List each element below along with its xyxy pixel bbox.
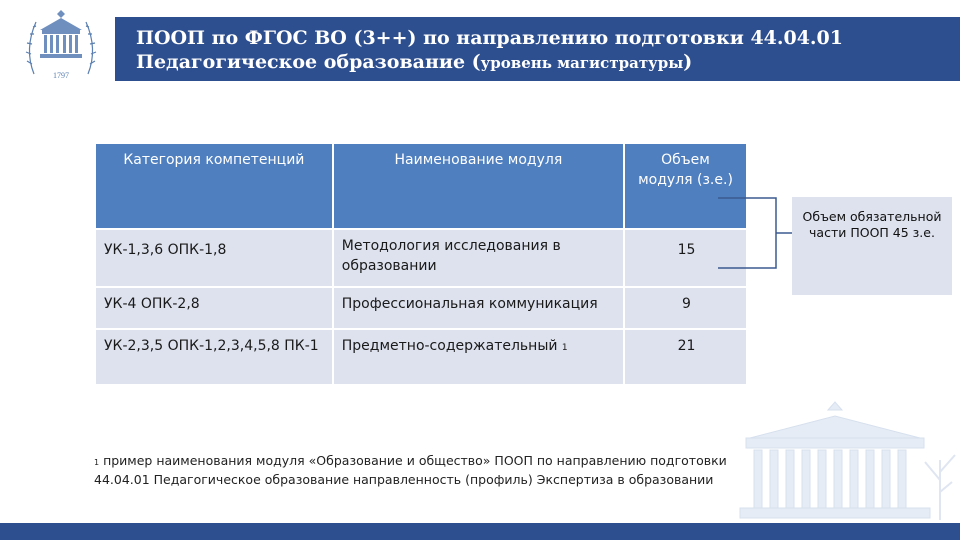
callout-box: Объем обязательной части ПООП 45 з.е. bbox=[792, 197, 952, 295]
table-row bbox=[96, 329, 746, 384]
cell-category: УК-1,3,6 ОПК-1,8 bbox=[96, 229, 333, 287]
table-row bbox=[96, 229, 746, 287]
footnote bbox=[94, 452, 734, 488]
university-logo-icon bbox=[22, 4, 100, 86]
header-volume: Объем модуля (з.е.) bbox=[624, 144, 746, 229]
cell-category: УК-2,3,5 ОПК-1,2,3,4,5,8 ПК-1 bbox=[96, 329, 333, 384]
logo-year: 1797 bbox=[53, 71, 69, 80]
cell-category: УК-4 ОПК-2,8 bbox=[96, 287, 333, 329]
cell-volume: 9 bbox=[624, 287, 746, 329]
title-line-1: ПООП по ФГОС ВО (3++) по направлению подготовки 44.04.01 bbox=[136, 27, 843, 49]
footer-bar bbox=[0, 523, 960, 540]
table-row bbox=[96, 287, 746, 329]
cell-module: Предметно-содержательный 1 bbox=[333, 329, 624, 384]
building-watermark-icon bbox=[710, 400, 960, 523]
modules-table bbox=[96, 144, 746, 384]
callout-bracket bbox=[716, 196, 794, 272]
footnote-text: пример наименования модуля «Образование и общество» ПООП по направлению подготовки 44.04.01 Педагогическое образование направленность (профиль) Экспертиза в образовании bbox=[94, 453, 727, 487]
cell-module: Профессиональная коммуникация bbox=[333, 287, 624, 329]
cell-module: Методология исследования в образовании bbox=[333, 229, 624, 287]
module-footnote-mark: 1 bbox=[561, 343, 568, 353]
title-line-2: Педагогическое образование (уровень магистратуры) bbox=[136, 51, 693, 73]
header-module: Наименование модуля bbox=[333, 144, 624, 229]
page-title bbox=[136, 26, 956, 75]
cell-volume: 21 bbox=[624, 329, 746, 384]
header-category: Категория компетенций bbox=[96, 144, 333, 229]
cell-volume: 15 bbox=[624, 229, 746, 287]
footnote-number: 1 bbox=[94, 458, 100, 467]
